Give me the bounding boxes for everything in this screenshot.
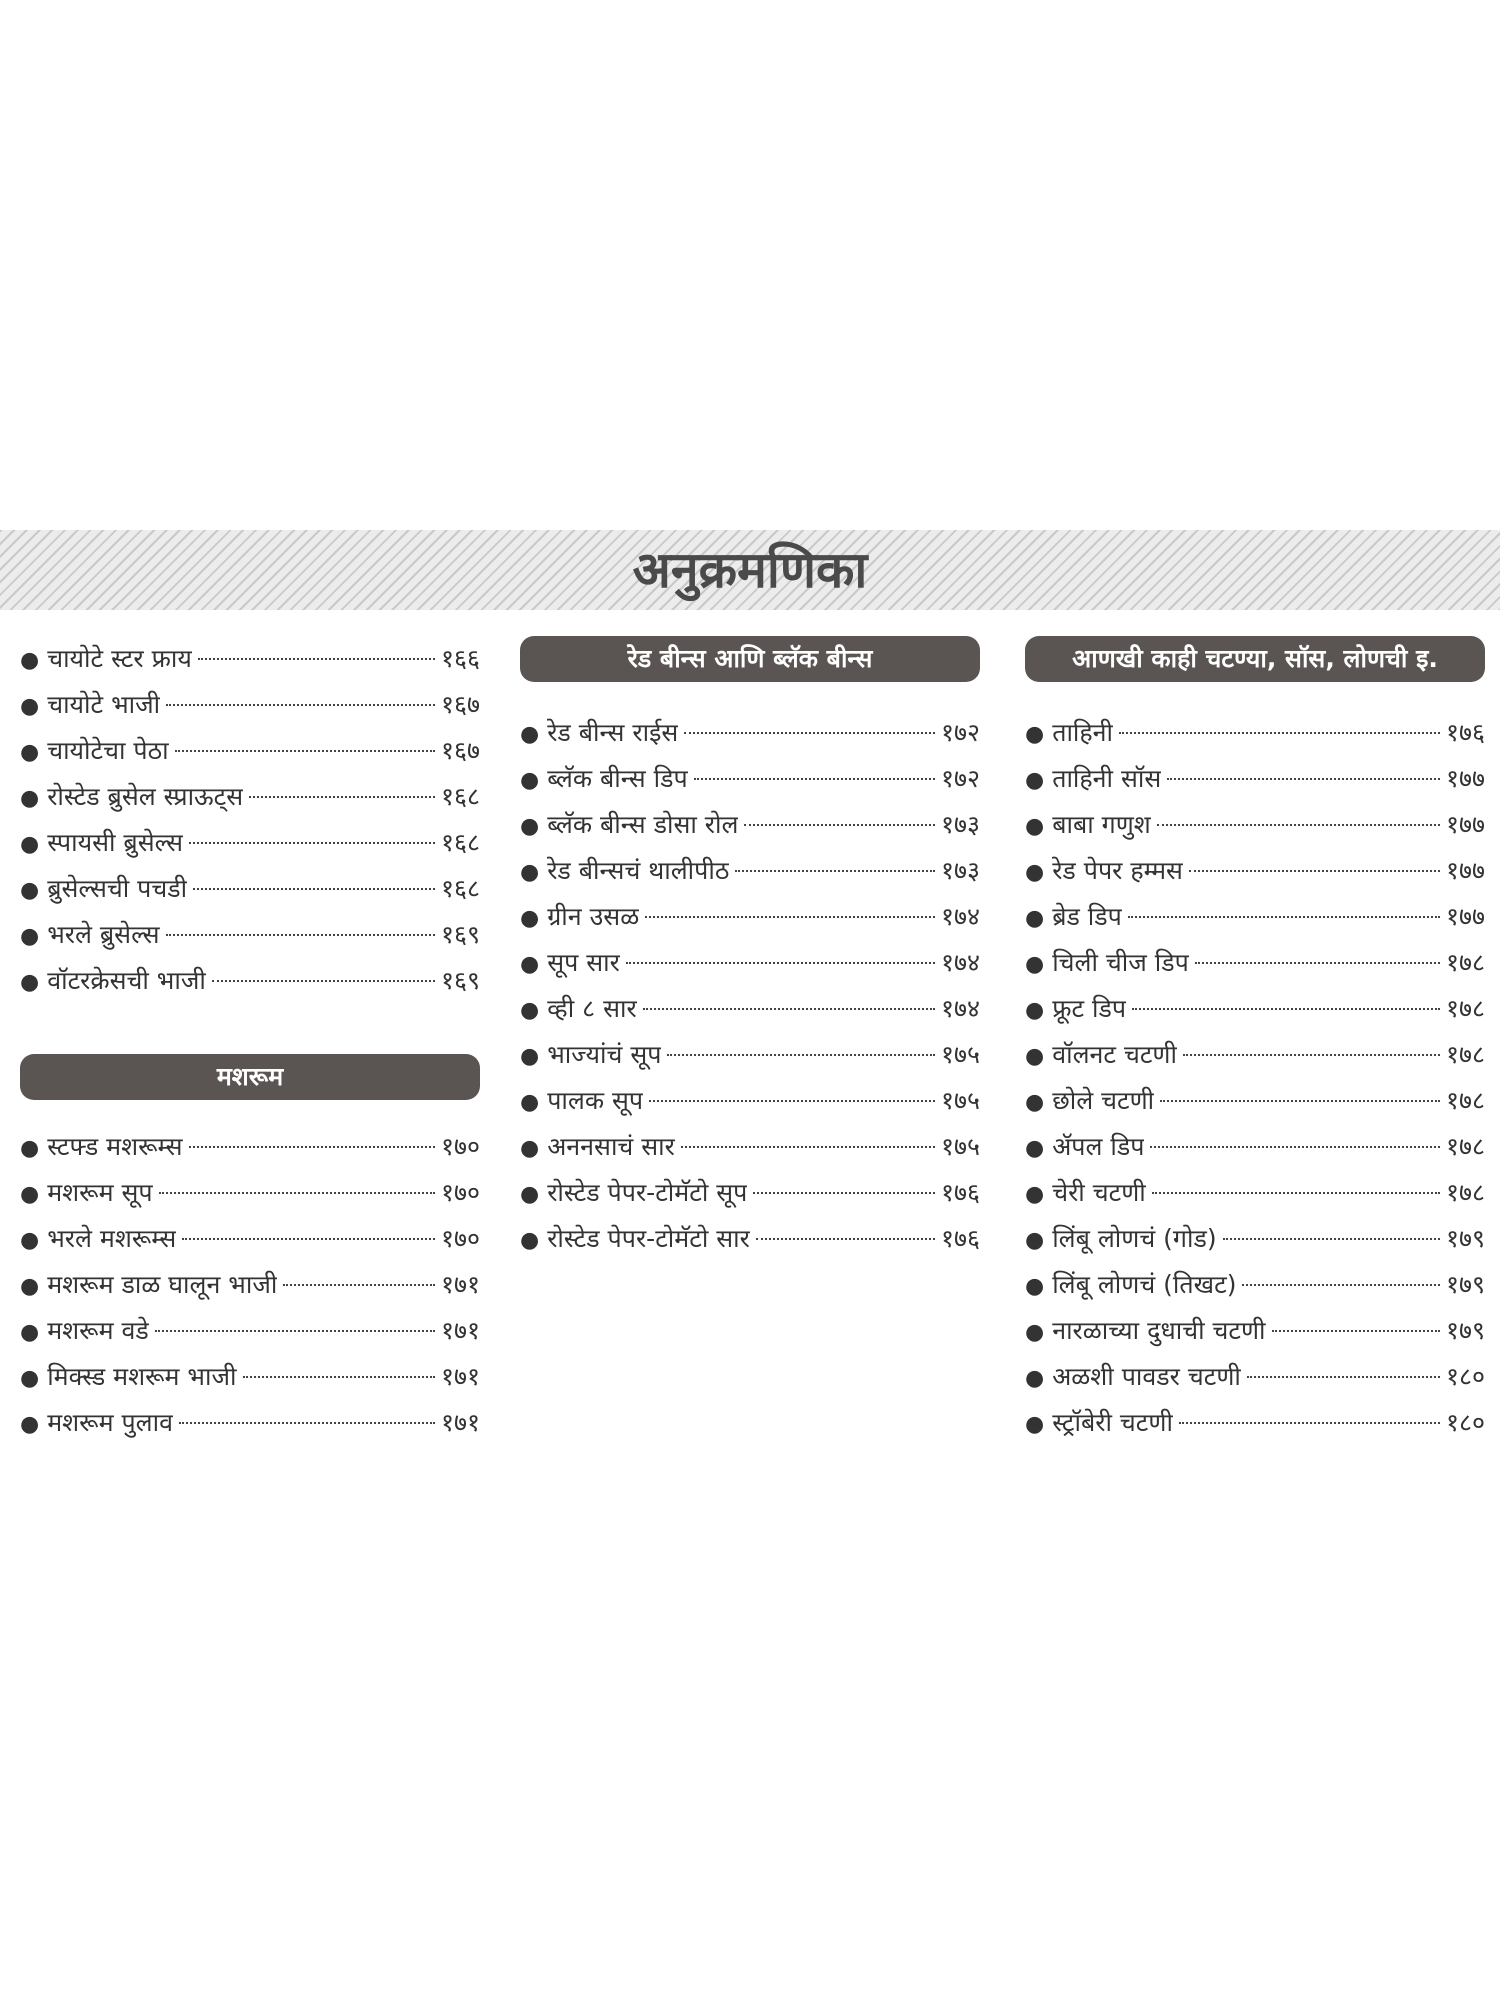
entry-page-number: १७८ bbox=[1445, 1086, 1485, 1115]
entry-page-number: १७५ bbox=[940, 1132, 980, 1161]
dot-leader bbox=[1179, 1422, 1440, 1424]
entry-page-number: १७५ bbox=[940, 1040, 980, 1069]
bullet-icon: ● bbox=[20, 740, 40, 765]
index-entry bbox=[1025, 1078, 1485, 1124]
bullet-icon: ● bbox=[20, 924, 40, 949]
bullet-icon: ● bbox=[1025, 1136, 1045, 1161]
entry-page-number: १७६ bbox=[940, 1178, 980, 1207]
entry-page-number: १७१ bbox=[440, 1362, 480, 1391]
dot-leader bbox=[166, 934, 435, 936]
bullet-icon: ● bbox=[520, 814, 540, 839]
entry-page-number: १६९ bbox=[440, 966, 480, 995]
index-entry bbox=[520, 802, 980, 848]
entry-title: वॉटरक्रेसची भाजी bbox=[47, 966, 206, 995]
entry-title: सूप सार bbox=[547, 948, 620, 977]
dot-leader bbox=[1157, 824, 1440, 826]
entry-list-chutneys bbox=[1025, 710, 1485, 1446]
entry-title: मशरूम पुलाव bbox=[47, 1408, 174, 1437]
entry-title: रोस्टेड पेपर-टोमॅटो सार bbox=[547, 1224, 750, 1253]
bullet-icon: ● bbox=[1025, 1366, 1045, 1391]
dot-leader bbox=[694, 778, 935, 780]
entry-page-number: १७९ bbox=[1445, 1270, 1485, 1299]
index-entry bbox=[520, 1216, 980, 1262]
dot-leader bbox=[735, 870, 935, 872]
bullet-icon: ● bbox=[1025, 998, 1045, 1023]
index-entry bbox=[1025, 1170, 1485, 1216]
bullet-icon: ● bbox=[1025, 768, 1045, 793]
entry-title: रेड बीन्सचं थालीपीठ bbox=[547, 856, 730, 885]
dot-leader bbox=[175, 750, 435, 752]
index-entry bbox=[1025, 1216, 1485, 1262]
dot-leader bbox=[189, 1146, 435, 1148]
bullet-icon: ● bbox=[20, 1320, 40, 1345]
entry-title: स्टफ्ड मशरूम्स bbox=[47, 1132, 183, 1161]
index-entry bbox=[1025, 848, 1485, 894]
dot-leader bbox=[249, 796, 435, 798]
index-entry bbox=[1025, 756, 1485, 802]
entry-page-number: १७० bbox=[440, 1178, 480, 1207]
bullet-icon: ● bbox=[520, 1044, 540, 1069]
index-entry bbox=[1025, 1308, 1485, 1354]
entry-title: रोस्टेड ब्रुसेल स्प्राऊट्स bbox=[47, 782, 244, 811]
entry-title: पालक सूप bbox=[547, 1086, 644, 1115]
entry-page-number: १६८ bbox=[440, 782, 480, 811]
entry-title: अननसाचं सार bbox=[547, 1132, 675, 1161]
entry-page-number: १६७ bbox=[440, 690, 480, 719]
page-title: अनुक्रमणिका bbox=[632, 540, 868, 599]
entry-page-number: १७६ bbox=[1445, 718, 1485, 747]
bullet-icon: ● bbox=[20, 1412, 40, 1437]
entry-title: भरले मशरूम्स bbox=[47, 1224, 177, 1253]
index-entry bbox=[20, 866, 480, 912]
dot-leader bbox=[744, 824, 935, 826]
entry-title: व्ही ८ सार bbox=[547, 994, 637, 1023]
entry-page-number: १७९ bbox=[1445, 1316, 1485, 1345]
entry-title: लिंबू लोणचं (गोड) bbox=[1052, 1224, 1217, 1253]
bullet-icon: ● bbox=[520, 998, 540, 1023]
entry-title: मशरूम वडे bbox=[47, 1316, 149, 1345]
entry-page-number: १७३ bbox=[940, 810, 980, 839]
bullet-icon: ● bbox=[20, 694, 40, 719]
entry-page-number: १७४ bbox=[940, 994, 980, 1023]
entry-page-number: १७८ bbox=[1445, 1132, 1485, 1161]
bullet-icon: ● bbox=[1025, 952, 1045, 977]
entry-page-number: १६६ bbox=[440, 644, 480, 673]
entry-page-number: १७९ bbox=[1445, 1224, 1485, 1253]
dot-leader bbox=[243, 1376, 435, 1378]
dot-leader bbox=[1132, 1008, 1440, 1010]
index-column-3 bbox=[1025, 636, 1485, 1446]
dot-leader bbox=[1183, 1054, 1440, 1056]
entry-page-number: १७१ bbox=[440, 1408, 480, 1437]
index-entry bbox=[20, 1216, 480, 1262]
entry-title: स्ट्रॉबेरी चटणी bbox=[1052, 1408, 1173, 1437]
dot-leader bbox=[1247, 1376, 1440, 1378]
dot-leader bbox=[155, 1330, 435, 1332]
bullet-icon: ● bbox=[20, 970, 40, 995]
index-entry bbox=[20, 636, 480, 682]
entry-title: भाज्यांचं सूप bbox=[547, 1040, 662, 1069]
index-entry bbox=[520, 1032, 980, 1078]
entry-page-number: १७७ bbox=[1445, 810, 1485, 839]
entry-page-number: १६८ bbox=[440, 828, 480, 857]
section-header-beans: रेड बीन्स आणि ब्लॅक बीन्स bbox=[520, 636, 980, 682]
bullet-icon: ● bbox=[520, 768, 540, 793]
entry-page-number: १७२ bbox=[940, 764, 980, 793]
dot-leader bbox=[166, 704, 435, 706]
entry-title: छोले चटणी bbox=[1052, 1086, 1155, 1115]
entry-title: रोस्टेड पेपर-टोमॅटो सूप bbox=[547, 1178, 748, 1207]
entry-page-number: १७१ bbox=[440, 1270, 480, 1299]
dot-leader bbox=[645, 916, 935, 918]
entry-page-number: १७३ bbox=[940, 856, 980, 885]
index-entry bbox=[520, 756, 980, 802]
dot-leader bbox=[182, 1238, 435, 1240]
section-header-chutneys: आणखी काही चटण्या, सॉस, लोणची इ. bbox=[1025, 636, 1485, 682]
bullet-icon: ● bbox=[520, 952, 540, 977]
index-entry bbox=[1025, 894, 1485, 940]
entry-title: ग्रीन उसळ bbox=[547, 902, 640, 931]
dot-leader bbox=[1160, 1100, 1440, 1102]
bullet-icon: ● bbox=[1025, 860, 1045, 885]
bullet-icon: ● bbox=[520, 860, 540, 885]
entry-page-number: १६८ bbox=[440, 874, 480, 903]
entry-title: मशरूम सूप bbox=[47, 1178, 153, 1207]
index-entry bbox=[1025, 1262, 1485, 1308]
entry-page-number: १७४ bbox=[940, 902, 980, 931]
bullet-icon: ● bbox=[20, 1228, 40, 1253]
entry-title: भरले ब्रुसेल्स bbox=[47, 920, 160, 949]
bullet-icon: ● bbox=[20, 1366, 40, 1391]
entry-title: ताहिनी bbox=[1052, 718, 1114, 747]
entry-title: मिक्स्ड मशरूम भाजी bbox=[47, 1362, 237, 1391]
index-entry bbox=[20, 728, 480, 774]
index-entry bbox=[20, 912, 480, 958]
bullet-icon: ● bbox=[20, 786, 40, 811]
entry-title: ताहिनी सॉस bbox=[1052, 764, 1162, 793]
entry-title: रेड पेपर हम्मस bbox=[1052, 856, 1183, 885]
index-entry bbox=[520, 940, 980, 986]
section-header-mushroom: मशरूम bbox=[20, 1054, 480, 1100]
entry-title: फ्रूट डिप bbox=[1052, 994, 1127, 1023]
index-entry bbox=[20, 1400, 480, 1446]
entry-page-number: १७८ bbox=[1445, 1040, 1485, 1069]
dot-leader bbox=[756, 1238, 935, 1240]
entry-page-number: १७० bbox=[440, 1224, 480, 1253]
dot-leader bbox=[753, 1192, 935, 1194]
bullet-icon: ● bbox=[1025, 1320, 1045, 1345]
bullet-icon: ● bbox=[20, 1136, 40, 1161]
bullet-icon: ● bbox=[1025, 906, 1045, 931]
dot-leader bbox=[1195, 962, 1440, 964]
entry-title: चिली चीज डिप bbox=[1052, 948, 1189, 977]
index-entry bbox=[20, 958, 480, 1004]
bullet-icon: ● bbox=[1025, 1412, 1045, 1437]
index-entry bbox=[520, 1170, 980, 1216]
entry-page-number: १७१ bbox=[440, 1316, 480, 1345]
entry-title: ब्लॅक बीन्स डिप bbox=[547, 764, 688, 793]
index-entry bbox=[1025, 940, 1485, 986]
dot-leader bbox=[193, 888, 435, 890]
entry-page-number: १८० bbox=[1445, 1408, 1485, 1437]
index-entry bbox=[520, 894, 980, 940]
entry-page-number: १७४ bbox=[940, 948, 980, 977]
entry-page-number: १६९ bbox=[440, 920, 480, 949]
dot-leader bbox=[643, 1008, 935, 1010]
index-entry bbox=[20, 1262, 480, 1308]
entry-title: लिंबू लोणचं (तिखट) bbox=[1052, 1270, 1237, 1299]
index-entry bbox=[1025, 1400, 1485, 1446]
entry-page-number: १७७ bbox=[1445, 764, 1485, 793]
entry-page-number: १७८ bbox=[1445, 994, 1485, 1023]
bullet-icon: ● bbox=[20, 1182, 40, 1207]
index-entry bbox=[520, 710, 980, 756]
bullet-icon: ● bbox=[20, 832, 40, 857]
dot-leader bbox=[283, 1284, 435, 1286]
dot-leader bbox=[1128, 916, 1440, 918]
entry-title: नारळाच्या दुधाची चटणी bbox=[1052, 1316, 1266, 1345]
dot-leader bbox=[681, 1146, 935, 1148]
entry-list-beans bbox=[520, 710, 980, 1262]
index-entry bbox=[1025, 710, 1485, 756]
dot-leader bbox=[1242, 1284, 1440, 1286]
entry-list-chayote-brussels bbox=[20, 636, 480, 1004]
index-entry bbox=[20, 1354, 480, 1400]
entry-page-number: १७० bbox=[440, 1132, 480, 1161]
entry-title: चायोटे भाजी bbox=[47, 690, 161, 719]
bullet-icon: ● bbox=[520, 1228, 540, 1253]
index-entry bbox=[520, 1124, 980, 1170]
bullet-icon: ● bbox=[20, 878, 40, 903]
dot-leader bbox=[1150, 1146, 1440, 1148]
entry-title: चेरी चटणी bbox=[1052, 1178, 1146, 1207]
entry-title: ब्रुसेल्सची पचडी bbox=[47, 874, 188, 903]
entry-page-number: १७२ bbox=[940, 718, 980, 747]
bullet-icon: ● bbox=[520, 1090, 540, 1115]
entry-page-number: १७८ bbox=[1445, 948, 1485, 977]
bullet-icon: ● bbox=[520, 906, 540, 931]
dot-leader bbox=[1189, 870, 1440, 872]
dot-leader bbox=[1167, 778, 1440, 780]
entry-title: चायोटे स्टर फ्राय bbox=[47, 644, 192, 673]
index-entry bbox=[20, 1170, 480, 1216]
entry-title: ॲपल डिप bbox=[1052, 1132, 1145, 1161]
entry-title: वॉलनट चटणी bbox=[1052, 1040, 1177, 1069]
dot-leader bbox=[649, 1100, 935, 1102]
dot-leader bbox=[667, 1054, 935, 1056]
dot-leader bbox=[212, 980, 435, 982]
entry-title: ब्लॅक बीन्स डोसा रोल bbox=[547, 810, 739, 839]
index-column-2 bbox=[520, 636, 980, 1262]
bullet-icon: ● bbox=[20, 648, 40, 673]
dot-leader bbox=[159, 1192, 435, 1194]
entry-title: रेड बीन्स राईस bbox=[547, 718, 679, 747]
dot-leader bbox=[626, 962, 935, 964]
index-entry bbox=[520, 986, 980, 1032]
entry-page-number: १६७ bbox=[440, 736, 480, 765]
index-entry bbox=[20, 1308, 480, 1354]
index-entry bbox=[1025, 802, 1485, 848]
bullet-icon: ● bbox=[520, 722, 540, 747]
entry-title: स्पायसी ब्रुसेल्स bbox=[47, 828, 184, 857]
index-entry bbox=[20, 1124, 480, 1170]
index-entry bbox=[1025, 1032, 1485, 1078]
entry-page-number: १७६ bbox=[940, 1224, 980, 1253]
bullet-icon: ● bbox=[1025, 1182, 1045, 1207]
dot-leader bbox=[1223, 1238, 1440, 1240]
index-entry bbox=[1025, 986, 1485, 1032]
entry-page-number: १७७ bbox=[1445, 902, 1485, 931]
bullet-icon: ● bbox=[1025, 1044, 1045, 1069]
index-entry bbox=[520, 1078, 980, 1124]
dot-leader bbox=[1119, 732, 1440, 734]
dot-leader bbox=[179, 1422, 435, 1424]
entry-page-number: १७५ bbox=[940, 1086, 980, 1115]
dot-leader bbox=[1272, 1330, 1440, 1332]
bullet-icon: ● bbox=[1025, 1090, 1045, 1115]
bullet-icon: ● bbox=[520, 1136, 540, 1161]
index-entry bbox=[1025, 1124, 1485, 1170]
index-column-1 bbox=[20, 636, 480, 1446]
dot-leader bbox=[1152, 1192, 1440, 1194]
index-entry bbox=[520, 848, 980, 894]
entry-title: ब्रेड डिप bbox=[1052, 902, 1122, 931]
bullet-icon: ● bbox=[1025, 814, 1045, 839]
bullet-icon: ● bbox=[1025, 722, 1045, 747]
entry-page-number: १८० bbox=[1445, 1362, 1485, 1391]
entry-page-number: १७८ bbox=[1445, 1178, 1485, 1207]
entry-title: चायोटेचा पेठा bbox=[47, 736, 169, 765]
dot-leader bbox=[189, 842, 435, 844]
index-entry bbox=[1025, 1354, 1485, 1400]
entry-title: बाबा गणुश bbox=[1052, 810, 1151, 839]
entry-title: अळशी पावडर चटणी bbox=[1052, 1362, 1241, 1391]
bullet-icon: ● bbox=[1025, 1228, 1045, 1253]
dot-leader bbox=[198, 658, 435, 660]
bullet-icon: ● bbox=[1025, 1274, 1045, 1299]
entry-page-number: १७७ bbox=[1445, 856, 1485, 885]
index-entry bbox=[20, 682, 480, 728]
entry-list-mushroom bbox=[20, 1124, 480, 1446]
dot-leader bbox=[684, 732, 935, 734]
index-entry bbox=[20, 820, 480, 866]
entry-title: मशरूम डाळ घालून भाजी bbox=[47, 1270, 278, 1299]
bullet-icon: ● bbox=[20, 1274, 40, 1299]
bullet-icon: ● bbox=[520, 1182, 540, 1207]
index-entry bbox=[20, 774, 480, 820]
